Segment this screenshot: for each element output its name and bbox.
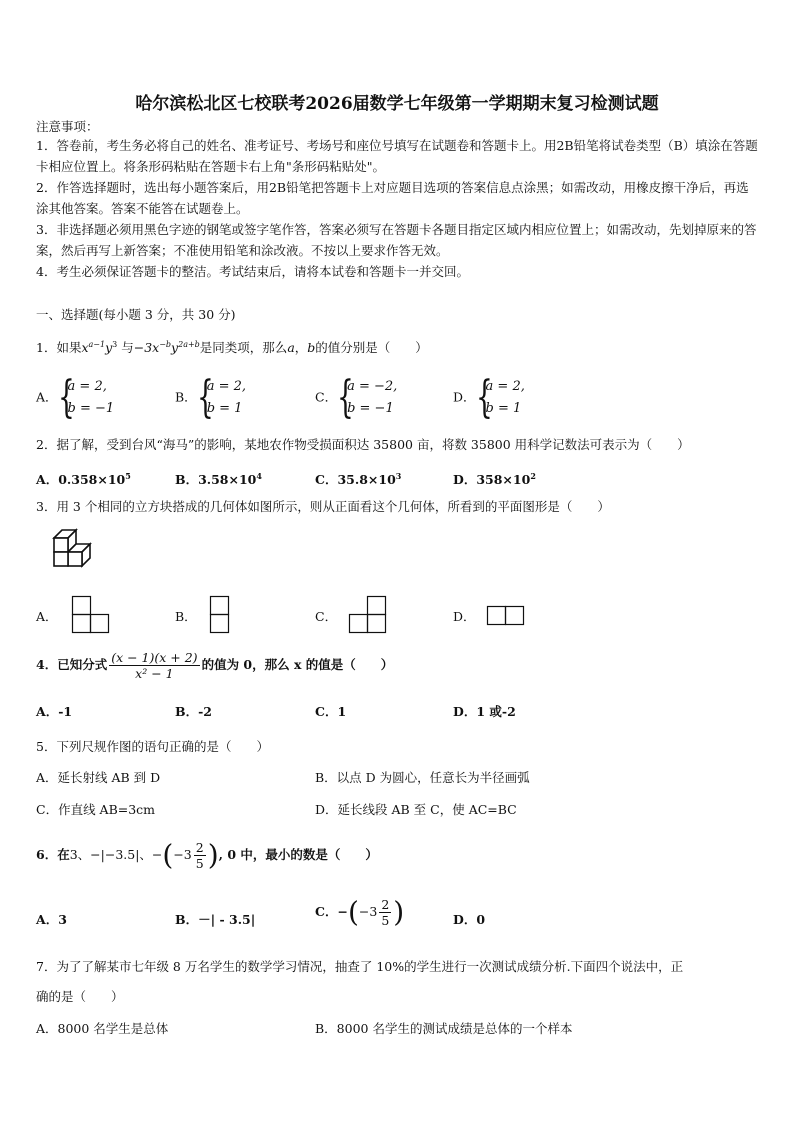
- question-6-option-d[interactable]: D．0: [453, 912, 486, 927]
- question-1-option-c[interactable]: C． { a = −2, b = −1: [315, 372, 398, 423]
- question-1-stem: 1．如果$x^{a-1}y^3$ 与$-3x^{-b}y^{2a+b}$是同类项，那么a，b的值分别是（ ）: [36, 340, 428, 356]
- question-1-option-b[interactable]: B． { a = 2, b = 1: [175, 372, 246, 423]
- question-5-option-c[interactable]: C．作直线 AB=3cm: [36, 802, 156, 817]
- note-3: 3．非选择题必须用黑色字迹的钢笔或签字笔作答，答案必须写在答题卡各题目指定区域内相应位置上；如需改动，先划掉原来的答案，然后再写上新答案；不准使用铅笔和涂改液。不按以上要求作答无效。: [36, 222, 757, 258]
- note-2: 2．作答选择题时，选出每小题答案后，用2B铅笔把答题卡上对应题目选项的答案信息点涂黑；如需改动，用橡皮擦干净后，再选涂其他答案。答案不能答在试题卷上。: [36, 180, 749, 216]
- question-3-option-d-label[interactable]: D．: [453, 609, 476, 624]
- question-2-option-d[interactable]: D．$358\times 10^2$: [453, 471, 536, 488]
- question-7-stem-line-1: 7．为了了解某市七年级 8 万名学生的数学学习情况，抽查了 10%的学生进行一次测试成绩分析.下面四个说法中，正: [36, 959, 684, 974]
- question-4-option-a[interactable]: A．-1: [36, 704, 73, 719]
- notes-heading: 注意事项：: [36, 119, 99, 134]
- question-4-option-d[interactable]: D．1 或-2: [453, 704, 516, 719]
- question-7-option-a[interactable]: A．8000 名学生是总体: [36, 1021, 169, 1036]
- note-4: 4．考生必须保证答题卡的整洁。考试结束后，请将本试卷和答题卡一并交回。: [36, 264, 469, 279]
- question-3-option-c-figure[interactable]: [349, 596, 387, 634]
- question-3-option-a-figure[interactable]: [72, 596, 110, 634]
- question-4-option-c[interactable]: C．1: [315, 704, 347, 719]
- question-4-stem: 4．已知分式 $\frac{(x - 1)(x + 2)}{\text{x² − 1}}$ 的值为 0，那么 x 的值是（ ）: [36, 650, 394, 681]
- question-6-stem: 6．在3、−|−3.5|、−(−3 $\frac{2}{5}$ ), 0 中，最小的数是（ ）: [36, 838, 378, 872]
- question-2-option-c[interactable]: C．$35.8\times 10^3$: [315, 471, 402, 488]
- question-6-option-c[interactable]: C．−(−3 $\frac{2}{5}$ ): [315, 895, 405, 929]
- question-3-stem: 3．用 3 个相同的立方块搭成的几何体如图所示，则从正面看这个几何体，所看到的平面图形是（ ）: [36, 499, 610, 514]
- question-6-option-b[interactable]: B．－| - 3.5|: [175, 912, 256, 927]
- question-7-stem-line-2: 确的是（ ）: [36, 989, 124, 1004]
- question-3-option-b-figure[interactable]: [210, 596, 230, 634]
- question-1-option-d[interactable]: D． { a = 2, b = 1: [453, 372, 525, 423]
- section-heading: 一、选择题(每小题 3 分，共 30 分): [36, 307, 236, 322]
- question-1-option-a[interactable]: A． { a = 2, b = −1: [36, 372, 115, 423]
- note-1: 1．答卷前，考生务必将自己的姓名、准考证号、考场号和座位号填写在试题卷和答题卡上。用2B铅笔将试卷类型（B）填涂在答题卡相应位置上。将条形码粘贴在答题卡右上角"条形码粘贴处"。: [36, 138, 758, 174]
- question-2-option-a[interactable]: A．$0.358\times 10^5$: [36, 471, 131, 488]
- question-3-option-b-label[interactable]: B．: [175, 609, 197, 624]
- question-6-option-a[interactable]: A．3: [36, 912, 67, 927]
- question-5-option-b[interactable]: B．以点 D 为圆心，任意长为半径画弧: [315, 770, 530, 785]
- question-4-option-b[interactable]: B．-2: [175, 704, 212, 719]
- question-2-option-b[interactable]: B．$3.58\times 10^4$: [175, 471, 262, 488]
- question-3-option-a-label[interactable]: A．: [36, 609, 58, 624]
- question-5-stem: 5．下列尺规作图的语句正确的是（ ）: [36, 739, 269, 754]
- cube-solid-figure: [46, 530, 101, 580]
- page-title: 哈尔滨松北区七校联考2026届数学七年级第一学期期末复习检测试题: [135, 94, 659, 114]
- question-3-option-c-label[interactable]: C．: [315, 609, 338, 624]
- question-7-option-b[interactable]: B．8000 名学生的测试成绩是总体的一个样本: [315, 1021, 573, 1036]
- question-2-stem: 2．据了解，受到台风“海马”的影响，某地农作物受损面积达 35800 亩，将数 35800 用科学记数法可表示为（ ）: [36, 437, 690, 452]
- question-5-option-d[interactable]: D．延长线段 AB 至 C，使 AC=BC: [315, 802, 517, 817]
- question-5-option-a[interactable]: A．延长射线 AB 到 D: [36, 770, 161, 785]
- question-3-option-d-figure[interactable]: [487, 606, 525, 626]
